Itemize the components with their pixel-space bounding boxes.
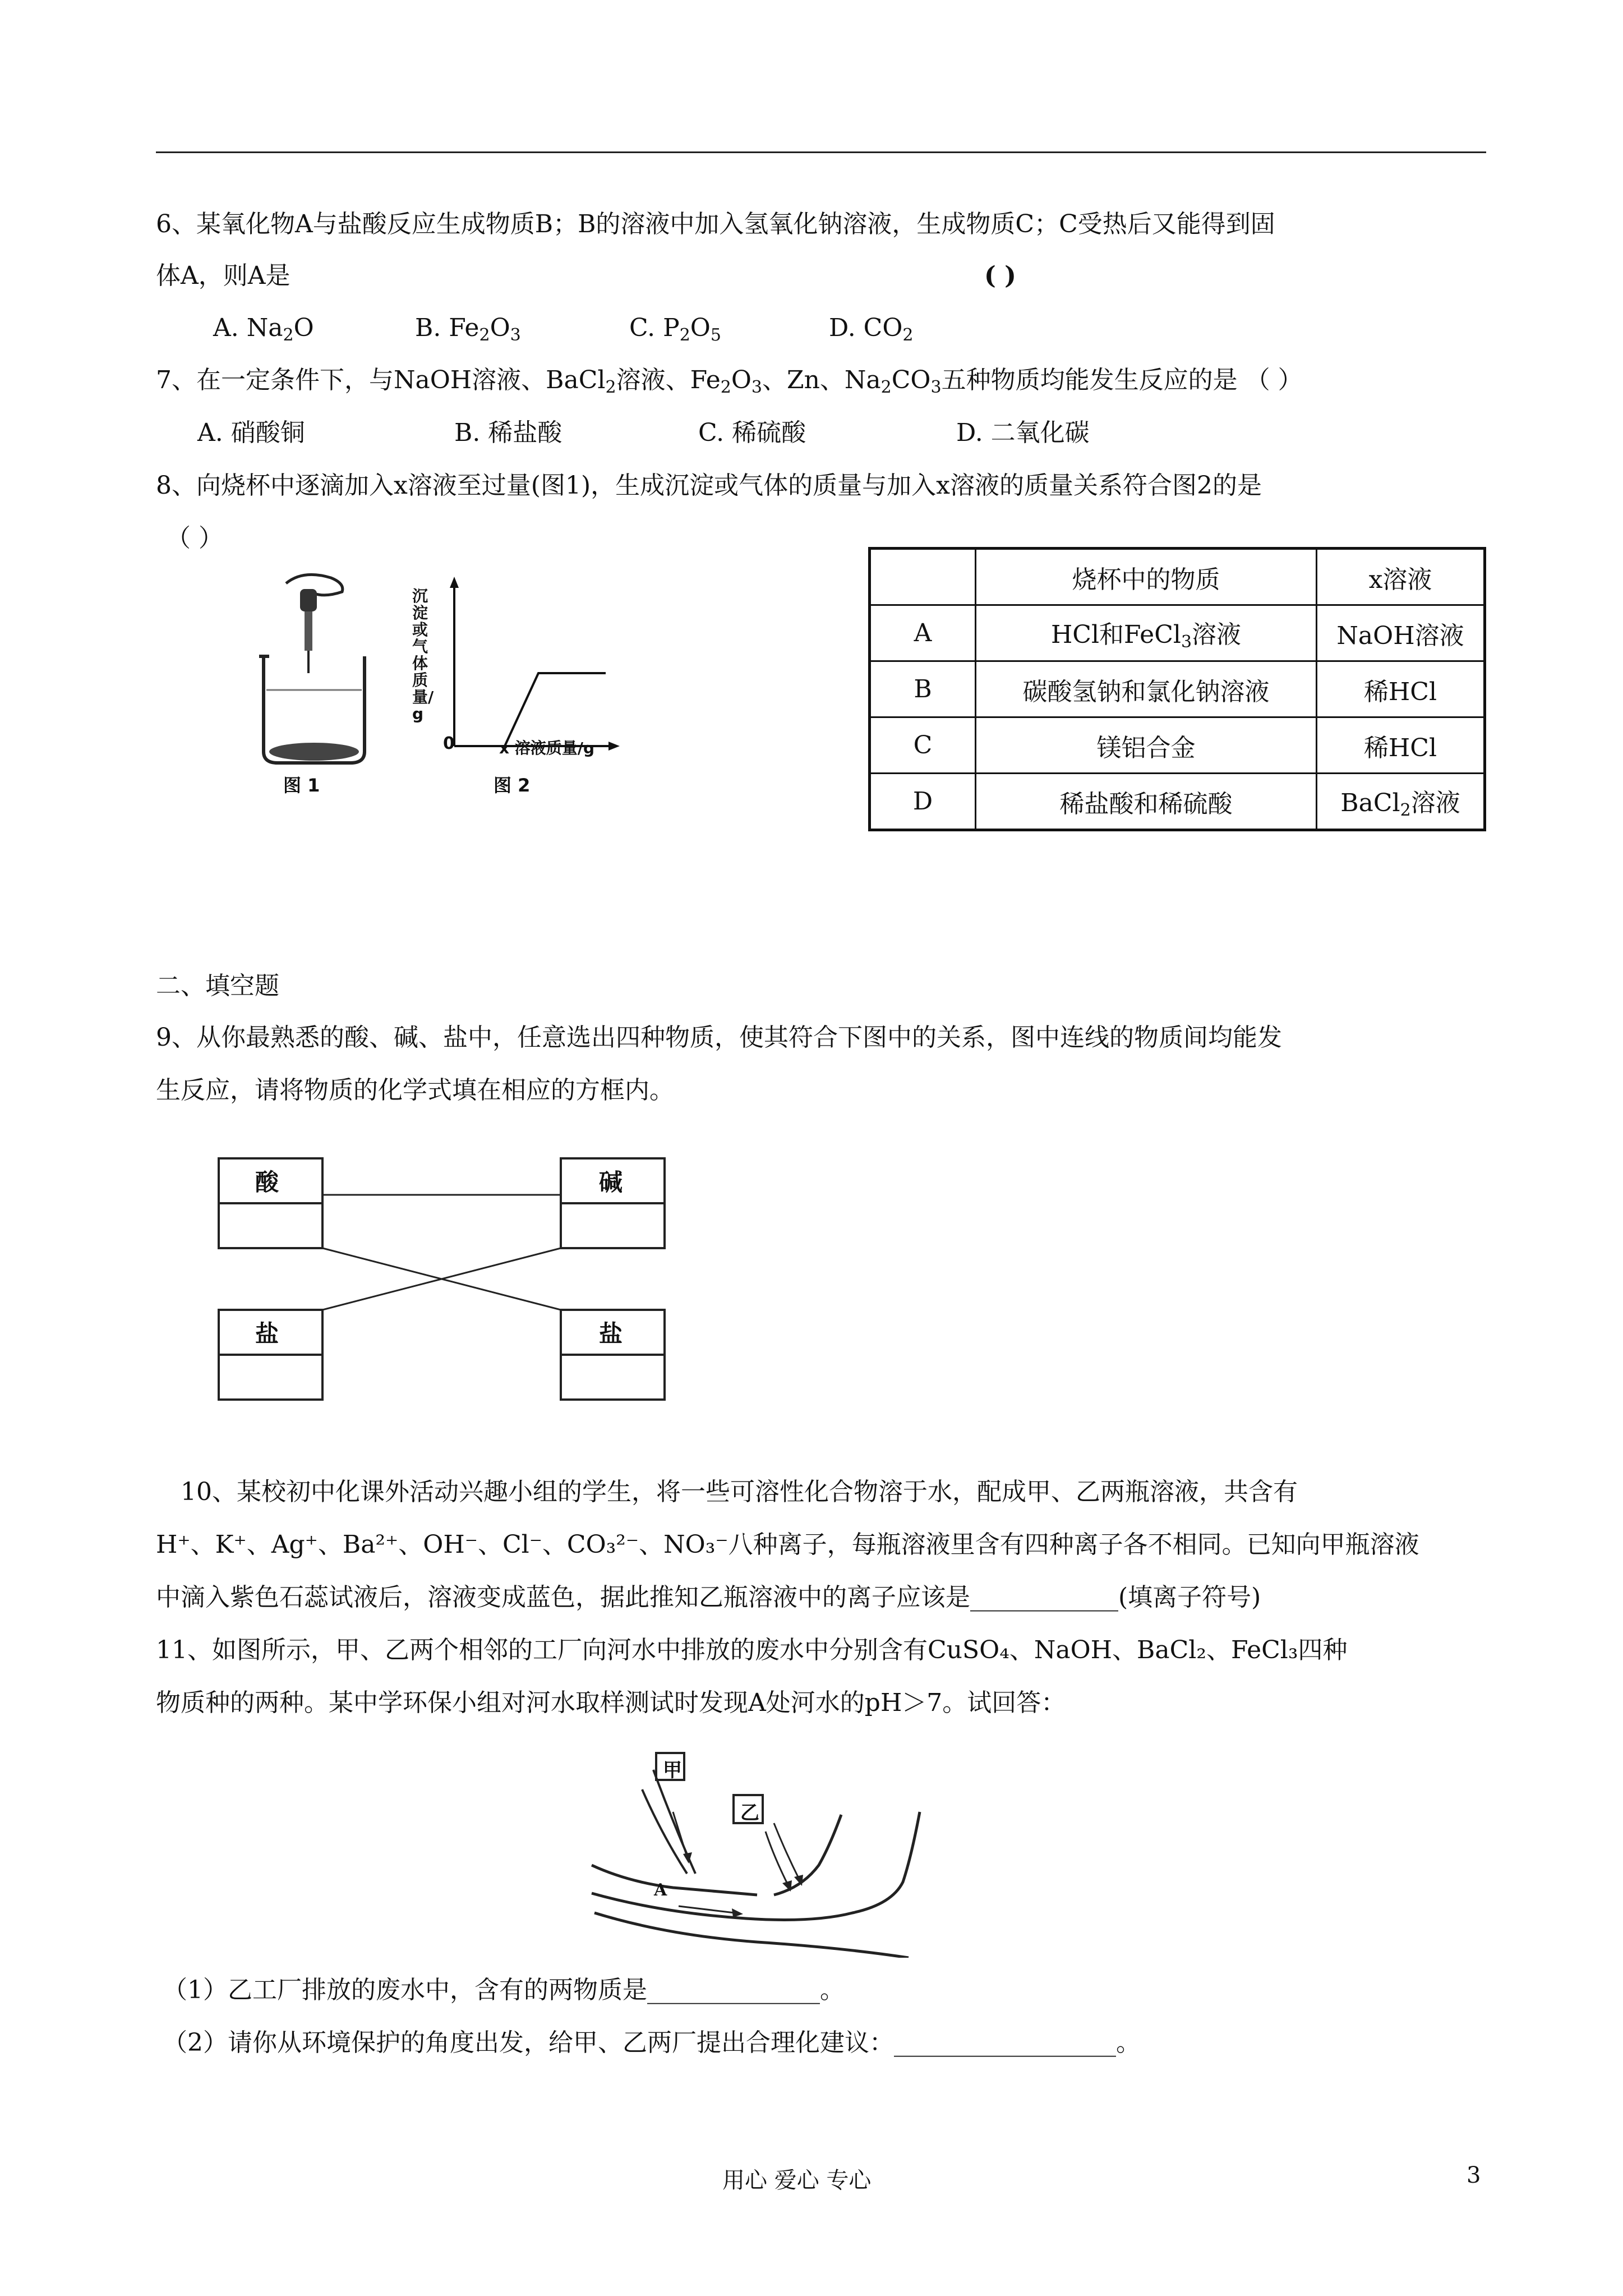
q6-option-b: B. $Fe_2O_3$ (415, 314, 521, 345)
q6-line2: 体A，则A是 (156, 261, 291, 290)
q7-option-b: B. 稀盐酸 (454, 418, 562, 447)
table-cell-solution: 稀HCl (1317, 717, 1485, 774)
table-header-beaker: 烧杯中的物质 (976, 549, 1317, 605)
q11-sub1: （1）乙工厂排放的废水中，含有的两物质是______________。 (163, 1976, 845, 2004)
table-cell-beaker: 碳酸氢钠和氯化钠溶液 (976, 661, 1317, 717)
table-cell-key: B (870, 661, 976, 717)
table-cell-beaker: 稀盐酸和稀硫酸 (976, 774, 1317, 830)
q8-line2: （ ） (166, 524, 223, 553)
table-cell-beaker: 镁铝合金 (976, 717, 1317, 774)
river-diagram (589, 1745, 925, 1958)
point-a-label: A (654, 1880, 667, 1900)
q6-option-c: C. $P_2O_5$ (629, 314, 721, 345)
q6-option-d: D. $CO_2$ (829, 314, 914, 345)
table-cell-key: D (870, 774, 976, 830)
footer-motto: 用心 爱心 专心 (722, 2168, 872, 2193)
table-header-blank (870, 549, 976, 605)
box-base-label: 碱 (599, 1168, 623, 1196)
fig2-graph (437, 572, 623, 752)
table-cell-key: C (870, 717, 976, 774)
fig2-ylabel: 沉淀或气体质量/g (412, 587, 434, 723)
q11-line1: 11、如图所示，甲、乙两个相邻的工厂向河水中排放的废水中分别含有CuSO₄、NaOH、BaCl₂、FeCl₃四种 (156, 1636, 1348, 1664)
fig1-label: 图 1 (283, 775, 320, 796)
fig2-xlabel: x 溶液质量/g (499, 739, 595, 757)
section-title: 二、填空题 (156, 972, 279, 1000)
box-acid-label: 酸 (255, 1168, 279, 1196)
fig2-origin: 0 (443, 734, 455, 753)
q7-option-c: C. 稀硫酸 (698, 418, 806, 447)
table-cell-solution: NaOH溶液 (1317, 605, 1485, 661)
fig2-label: 图 2 (494, 775, 531, 796)
q7-option-a: A. 硝酸铜 (197, 418, 305, 447)
box-salt-left-label: 盐 (255, 1320, 279, 1347)
header-rule (156, 151, 1486, 153)
beaker-figure (247, 567, 393, 780)
q7-option-d: D. 二氧化碳 (956, 418, 1090, 447)
table-cell-solution: BaCl$_2$溶液 (1317, 774, 1485, 830)
q8-line1: 8、向烧杯中逐滴加入x溶液至过量(图1)，生成沉淀或气体的质量与加入x溶液的质量关系符合图2的是 (156, 471, 1262, 500)
table-row (870, 774, 1485, 830)
box-salt-right-label: 盐 (599, 1320, 623, 1347)
q10-line1: 10、某校初中化课外活动兴趣小组的学生，将一些可溶性化合物溶于水，配成甲、乙两瓶溶液，共含有 (181, 1478, 1298, 1506)
table-cell-beaker: HCl和FeCl$_3$溶液 (976, 605, 1317, 661)
q6-line1: 6、某氧化物A与盐酸反应生成物质B；B的溶液中加入氢氧化钠溶液，生成物质C；C受热后又能得到固 (156, 210, 1275, 238)
q11-sub2: （2）请你从环境保护的角度出发，给甲、乙两厂提出合理化建议：__________________。 (163, 2028, 1141, 2057)
factory-jia-label: 甲 (663, 1759, 682, 1782)
table-cell-key: A (870, 605, 976, 661)
q10-line3: 中滴入紫色石蕊试液后，溶液变成蓝色，据此推知乙瓶溶液中的离子应该是____________(填离子符号) (156, 1583, 1261, 1612)
q6-option-a: A. $Na_2O$ (213, 314, 314, 345)
table-cell-solution: 稀HCl (1317, 661, 1485, 717)
table-header-solution: x溶液 (1317, 549, 1485, 605)
q7-stem: 7、在一定条件下，与NaOH溶液、BaCl$_2$溶液、$Fe_2O_3$、Zn、$Na_2CO_3$五种物质均能发生反应的是 （ ） (156, 366, 1303, 397)
q9-line1: 9、从你最熟悉的酸、碱、盐中，任意选出四种物质，使其符合下图中的关系，图中连线的物质间均能发 (156, 1023, 1282, 1052)
table-row (870, 605, 1485, 661)
factory-yi-label: 乙 (740, 1802, 759, 1824)
q6-answer-paren: ( ) (984, 261, 1016, 290)
q8-table (868, 547, 1486, 831)
table-row (870, 661, 1485, 717)
page-number: 3 (1467, 2162, 1481, 2188)
table-row (870, 717, 1485, 774)
q10-ions: H⁺、K⁺、Ag⁺、Ba²⁺、OH⁻、Cl⁻、CO₃²⁻、NO₃⁻八种离子，每瓶溶液里含有四种离子各不相同。已知向甲瓶溶液 (156, 1530, 1419, 1559)
q9-line2: 生反应，请将物质的化学式填在相应的方框内。 (156, 1076, 674, 1105)
q11-line2: 物质种的两种。某中学环保小组对河水取样测试时发现A处河水的pH＞7。试回答： (156, 1688, 1066, 1717)
table-header-row (870, 549, 1485, 605)
